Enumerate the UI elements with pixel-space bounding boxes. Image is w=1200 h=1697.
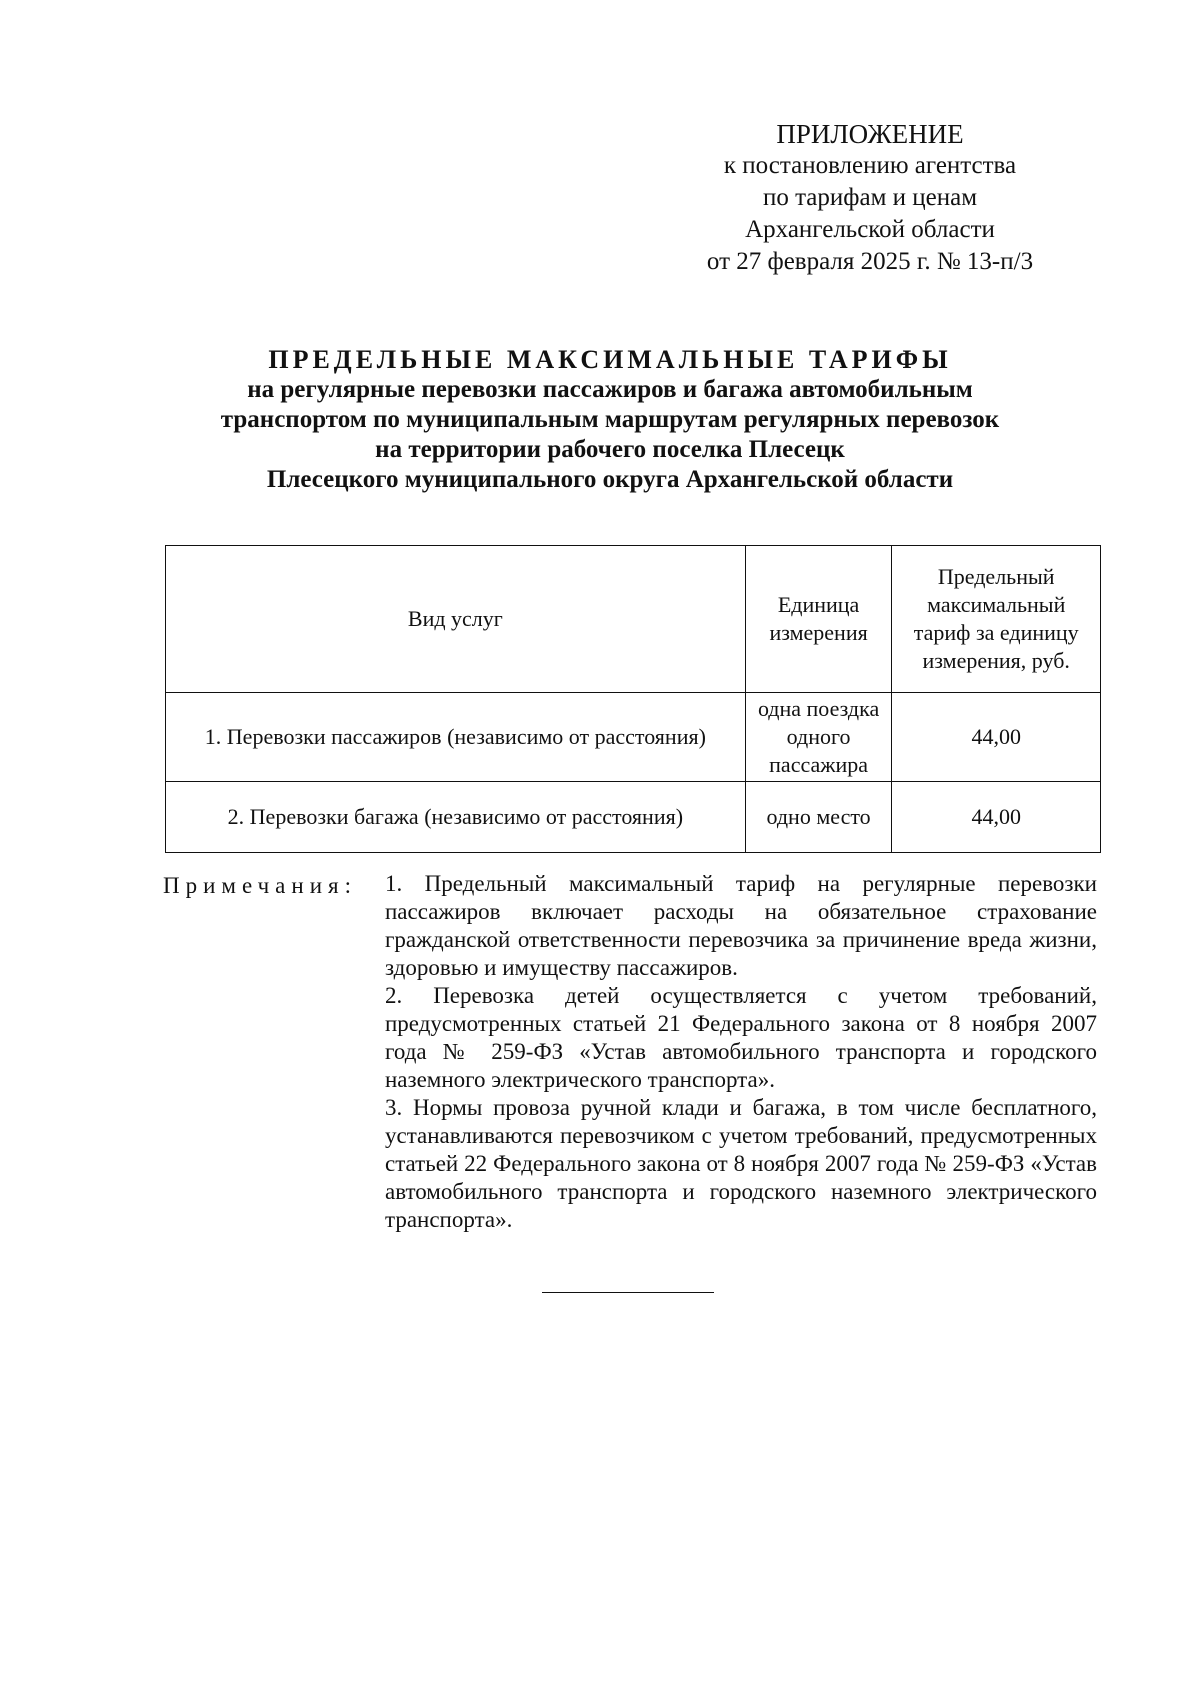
table-row	[166, 782, 1101, 853]
row-1-tariff: 44,00	[892, 693, 1101, 782]
header-unit-line-1: Единица	[777, 592, 860, 617]
header-unit-line-2: измерения	[769, 620, 868, 645]
note-item-3: 3. Нормы провоза ручной клади и багажа, в том числе бесплатного, устанавливаются перевозчиком с учетом требований, предусмотренных статьей 22 Федерального закона от 8 ноября 2007 года № 259-ФЗ «Устав автомобильного транспорта и городского наземного электрического транспорта».	[385, 1095, 1097, 1232]
header-tariff	[892, 546, 1101, 693]
closing-divider	[542, 1292, 714, 1293]
title-line-4: Плесецкого муниципального округа Архангельской области	[266, 466, 954, 493]
title-line-3: на территории рабочего поселка Плесецк	[375, 436, 845, 463]
header-tariff-line-3: тариф за единицу	[913, 620, 1079, 645]
note-item-1: 1. Предельный максимальный тариф на регулярные перевозки пассажиров включает расходы на обязательное страхование гражданской ответственности перевозчика за причинение вреда жизни, здоровью и имуществу пассажиров.	[385, 871, 1097, 980]
appendix-line-1: к постановлению агентства	[723, 152, 1017, 179]
appendix-line-2: по тарифам и ценам	[762, 184, 978, 211]
row-2-tariff: 44,00	[892, 782, 1101, 853]
row-1-unit-line-2: одного	[786, 724, 851, 749]
note-item-2: 2. Перевозка детей осуществляется с учетом требований, предусмотренных статьей 21 Федерального закона от 8 ноября 2007 года № 259-ФЗ «Устав автомобильного транспорта и городского наземного электрического транспорта».	[385, 983, 1097, 1092]
header-tariff-line-4: измерения, руб.	[922, 648, 1070, 673]
appendix-line-3: Архангельской области	[745, 216, 995, 243]
title-main: ПРЕДЕЛЬНЫЕ МАКСИМАЛЬНЫЕ ТАРИФЫ	[268, 345, 952, 374]
appendix-heading: ПРИЛОЖЕНИЕ	[776, 119, 964, 149]
row-1-unit-line-3: пассажира	[769, 752, 868, 777]
row-1-unit-line-1: одна поездка	[757, 696, 880, 721]
row-2-service: 2. Перевозки багажа (независимо от расстояния)	[166, 782, 746, 853]
tariff-table	[165, 545, 1101, 853]
notes-label: Примечания:	[163, 873, 357, 898]
notes-list	[385, 870, 1097, 1234]
appendix-line-4: от 27 февраля 2025 г. № 13-п/3	[706, 248, 1034, 275]
header-service-label: Вид услуг	[407, 606, 503, 631]
row-1-service: 1. Перевозки пассажиров (независимо от расстояния)	[166, 693, 746, 782]
document-title	[120, 345, 1100, 495]
table-header-row	[166, 546, 1101, 693]
table-row	[166, 693, 1101, 782]
header-unit	[745, 546, 892, 693]
header-service	[166, 546, 746, 693]
title-line-1: на регулярные перевозки пассажиров и багажа автомобильным	[247, 376, 973, 403]
appendix-block	[640, 118, 1100, 278]
row-1-unit	[745, 693, 892, 782]
title-line-2: транспортом по муниципальным маршрутам регулярных перевозок	[220, 406, 1000, 433]
header-tariff-line-1: Предельный	[937, 564, 1055, 589]
row-2-unit: одно место	[745, 782, 892, 853]
header-tariff-line-2: максимальный	[927, 592, 1066, 617]
